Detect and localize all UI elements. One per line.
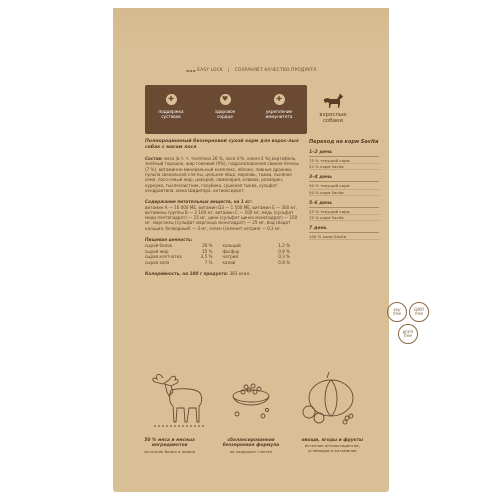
- pumpkin-apples-illustration: [297, 368, 359, 430]
- feature-label: поддержка суставов: [158, 109, 184, 119]
- soy-free-badge: soy free: [387, 302, 407, 322]
- nutrients-heading: Содержание питательных веществ, на 1 кг:: [145, 199, 253, 205]
- calories-value: 383 ккал.: [229, 271, 251, 277]
- step-row: 50 % текущий корм: [309, 183, 379, 189]
- feature-immunity: [257, 94, 301, 119]
- table-row: натрий 0,3 %: [222, 254, 290, 260]
- product-description: Полнорационный беззерновой сухой корм для взрос-лых собак с мясом лося: [145, 139, 299, 150]
- step-row: 75 % текущий корм: [309, 158, 379, 164]
- package-back: [113, 8, 424, 492]
- table-row: сырой жир 15 %: [145, 248, 213, 254]
- info-column: [145, 139, 301, 276]
- table-row: фосфор 0,9 %: [222, 248, 290, 254]
- feature-label: здоровое сердце: [214, 109, 236, 119]
- transition-heading: Переход на корм Savita: [309, 139, 379, 145]
- nutrition-value-heading: Пищевая ценность:: [145, 237, 193, 243]
- step-row: 100 % корм Savita: [309, 234, 379, 240]
- step-day: 7 день: [309, 226, 379, 233]
- shield-icon: ✚: [274, 94, 285, 105]
- adult-dogs-box: [309, 85, 357, 134]
- dog-icon: [322, 91, 344, 109]
- transition-step: [309, 226, 379, 240]
- caption-vegetables: [294, 438, 370, 454]
- easy-lock-label: EASY LOCK: [197, 67, 223, 73]
- adult-dogs-label: взрослые собаки: [319, 112, 347, 124]
- table-row: калий 0,8 %: [222, 259, 290, 265]
- kibble-bowl-illustration: [227, 374, 275, 426]
- lock-icon: |: [227, 67, 230, 73]
- free-from-badges: [387, 302, 427, 362]
- caption-sub: источник белка и жиров: [144, 448, 195, 454]
- package-seal: [113, 8, 389, 48]
- caption-sub: не содержит глютен: [229, 448, 273, 454]
- slogan: СОХРАНЯЕТ КАЧЕСТВО ПРОДУКТА: [234, 67, 317, 73]
- step-row: 50 % корм Savita: [309, 190, 379, 196]
- caption-meat: [132, 438, 208, 454]
- step-day: 1–2 день: [309, 150, 379, 157]
- feature-heart: [203, 94, 247, 119]
- step-day: 3–4 день: [309, 175, 379, 182]
- caption-sub: источник антиоксидантов, углеводов и витаминов: [304, 443, 360, 454]
- arrows-icon: ◄◄◄: [185, 67, 196, 73]
- transition-step: [309, 150, 379, 170]
- step-row: 25 % корм Savita: [309, 164, 379, 170]
- feature-label: укрепление иммунитета: [265, 109, 293, 119]
- step-row: 75 % корм Savita: [309, 215, 379, 221]
- caption-grainfree: [213, 438, 289, 454]
- step-day: 5–6 день: [309, 201, 379, 208]
- moose-illustration: [149, 370, 209, 432]
- step-row: 25 % текущий корм: [309, 209, 379, 215]
- benefits-banner: [145, 85, 307, 134]
- table-row: сырой белок 26 %: [145, 243, 213, 249]
- table-row: сырая клетчатка 3,5 %: [145, 254, 213, 260]
- composition-text: мясо (в т. ч. телятина 26 %, лося 4 %, оленя 4 %),картофель, зелёный горошек, жир говяжий (9%), гидролизованная свиная печень (7 %), витаминно-минеральный комплекс, яблоко, пивные дрожжи, пульпа свекольной сле-пы, цельное яйцо, морковь, тыква, льняное семя, лосо-севый жир, цикорий, ламинария, клюква, розмарин, куркума, тысячелистник, голубика, сушеная тыква, сульфат хондроитина, юкка Шидигера, антиоксидант.: [145, 156, 299, 193]
- joint-icon: ✚: [166, 94, 177, 105]
- nutrients-text: витамин А — 16 000 МЕ, витамин D3 — 1 500 МЕ, витамин Е — 300 мг, витамины группы В — 2 100 мг, витамин С — 100 мг, медь (сульфат меди пентагидрат) — 15 мг, цинк (сульфат цинка моногидрат) — 150 мг, марганец (сульфат марганца моногидрат) — 25 мг, йод (йодат кальция, безводный) — 3 мг, селен (селенит натрия) — 0,3 мг.: [145, 204, 298, 231]
- feature-joints: [149, 94, 193, 119]
- feature-captions: [113, 438, 389, 454]
- composition: [145, 156, 301, 193]
- caption-title: овощи, ягоды и фрукты: [301, 438, 364, 443]
- calories-heading: Калорийность, на 100 г продукта:: [145, 271, 229, 277]
- caption-title: 50 % мяса и мясных ингредиентов: [144, 438, 195, 449]
- grain-free-badge: grain free: [398, 324, 418, 344]
- transition-step: [309, 175, 379, 195]
- table-row: кальций 1,2 %: [222, 243, 290, 249]
- gmo-free-badge: GMO free: [409, 302, 429, 322]
- table-row: сырая зола 7 %: [145, 259, 213, 265]
- transition-step: [309, 201, 379, 221]
- easy-lock-strip: [113, 65, 389, 75]
- caption-title: сбалансированная беззерновая формула: [222, 438, 280, 449]
- nutrition-table: [145, 243, 290, 265]
- transition-column: [309, 139, 379, 245]
- composition-heading: Состав:: [145, 156, 163, 162]
- calories: [145, 271, 301, 276]
- heart-icon: ♥: [220, 94, 231, 105]
